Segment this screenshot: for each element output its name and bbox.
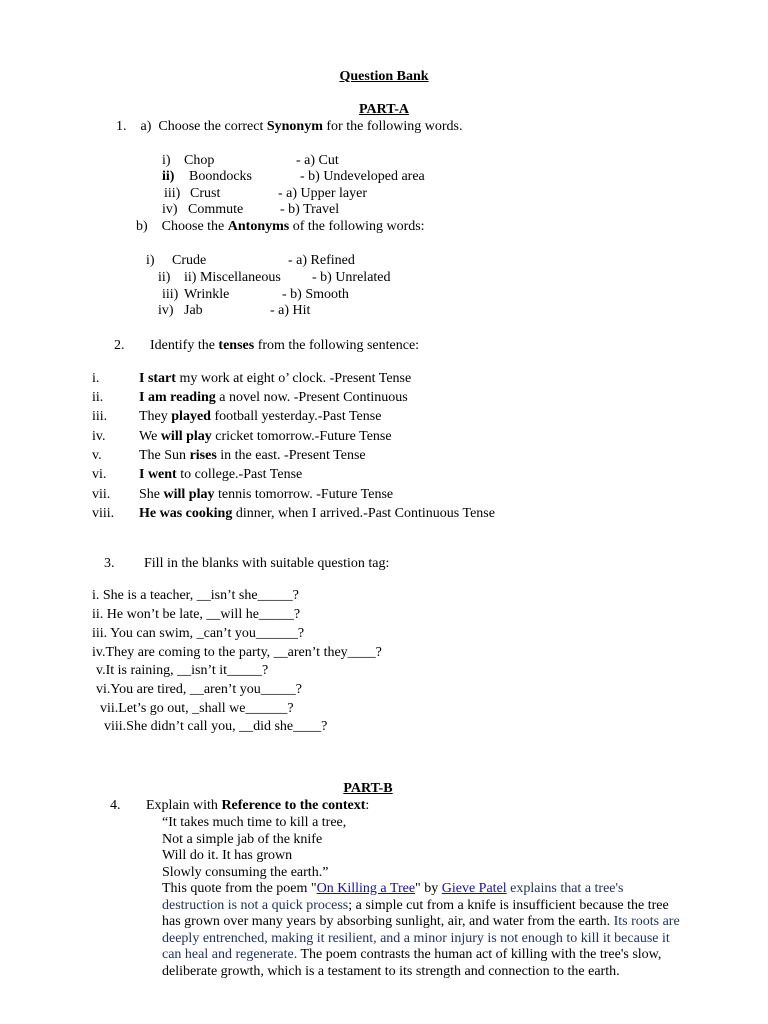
q4-text-bold: Reference to the context [221,798,366,813]
answer-paragraph [162,881,682,981]
tense-item-roman: vii. [92,487,111,502]
part-b-heading: PART-B [343,781,393,796]
question-tag-item-4: iv.They are coming to the party, __aren’t they____? [92,645,382,660]
tense-item-text [139,408,381,425]
synonym-item-4-answer: - b) Travel [280,202,340,217]
quote-line-1: “It takes much time to kill a tree, [162,815,347,830]
tense-item-text [139,505,495,522]
q1-a-label: a) [140,119,152,134]
q4-number: 4. [110,798,121,813]
q2-text [150,337,419,354]
document-title: Question Bank [339,69,429,84]
synonym-item-3-word: Crust [190,186,221,201]
author-link[interactable]: Gieve Patel [441,881,507,896]
q1-a-text-bold: Synonym [266,119,323,134]
antonym-item-1-roman: i) [146,253,155,268]
synonym-item-1-word: Chop [184,153,215,168]
antonym-item-4-answer: - a) Hit [270,303,311,318]
antonym-item-3-answer: - b) Smooth [282,287,349,302]
part-a-heading: PART-A [358,102,410,117]
quote-line-3: Will do it. It has grown [162,848,293,863]
q1-line [116,118,462,135]
tense-item-verb: I start [139,371,176,386]
tense-item-verb: played [171,409,211,424]
antonym-item-2-roman: ii) [158,270,171,285]
question-tag-item-7: vii.Let’s go out, _shall we______? [100,701,294,716]
poem-link[interactable]: On Killing a Tree [316,881,416,896]
q3-text: Fill in the blanks with suitable question tag: [144,556,390,571]
q4-text-post: : [365,798,370,813]
answer-pre: This quote from the poem " [162,881,317,896]
q3-number: 3. [104,556,115,571]
synonym-item-1-roman: i) [162,153,171,168]
question-tag-item-2: ii. He won’t be late, __will he_____? [92,607,301,622]
question-tag-item-8: viii.She didn’t call you, __did she____? [104,719,328,734]
q2-text-bold: tenses [218,338,255,353]
q1-b-line [136,218,425,235]
q1-a-text-post: for the following words. [322,119,463,134]
answer-text-1: ; a simple cut from a knife is insufficient because the tree has grown over many years by absorbing sunlight, air, and water from the earth. [162,897,669,930]
tense-item-text [139,389,408,406]
tense-item-rest: cricket tomorrow.-Future Tense [211,429,392,444]
question-tag-item-5: v.It is raining, __isn’t it_____? [96,663,269,678]
quote-line-2: Not a simple jab of the knife [162,832,323,847]
antonym-item-1-answer: - a) Refined [288,253,355,268]
tense-item-rest: dinner, when I arrived.-Past Continuous Tense [232,506,495,521]
synonym-item-2-word: Boondocks [189,169,252,184]
answer-mid: " by [415,881,442,896]
tense-item-pre: We [139,429,161,444]
tense-item-roman: vi. [92,467,107,482]
synonym-item-2-roman: ii) [162,169,175,184]
tense-item-text [139,486,393,503]
q2-number: 2. [114,338,125,353]
tense-item-roman: i. [92,371,100,386]
answer-highlight-1: explains that a tree's destruction is not a quick process [162,881,624,913]
quote-line-4: Slowly consuming the earth.” [162,865,329,880]
tense-item-roman: ii. [92,390,104,405]
antonym-item-4-roman: iv) [158,303,174,318]
tense-item-verb: I went [139,467,177,482]
antonym-item-3-word: Wrinkle [184,287,230,302]
synonym-item-3-answer: - a) Upper layer [278,186,368,201]
q1-b-text-post: of the following words: [289,219,425,234]
tense-item-rest: in the east. -Present Tense [216,448,366,463]
tense-item-rest: a novel now. -Present Continuous [215,390,408,405]
synonym-item-3-roman: iii) [164,186,181,201]
synonym-item-2-answer: - b) Undeveloped area [300,169,425,184]
tense-item-roman: iv. [92,429,106,444]
tense-item-pre: The Sun [139,448,190,463]
question-tag-item-1: i. She is a teacher, __isn’t she_____? [92,588,299,603]
q2-text-pre: Identify the [150,338,219,353]
q1-b-label: b) [136,219,148,234]
q1-b-text-bold: Antonyms [227,219,290,234]
synonym-item-1-answer: - a) Cut [296,153,339,168]
q4-text [146,797,369,814]
synonym-item-4-roman: iv) [162,202,178,217]
q1-a-text-pre: Choose the correct [158,119,267,134]
tense-item-text [139,370,411,387]
antonym-item-2-answer: - b) Unrelated [312,270,391,285]
tense-item-pre: She [139,487,164,502]
tense-item-roman: iii. [92,409,108,424]
tense-item-text [139,447,366,464]
answer-highlight-2: Its roots are deeply entrenched, making it resilient, and a minor injury is not enough to kill it because it can heal and regenerate. [162,914,680,963]
question-tag-item-6: vi.You are tired, __aren’t you_____? [96,682,302,697]
tense-item-text [139,428,392,445]
synonym-item-4-word: Commute [188,202,244,217]
tense-item-verb: He was cooking [139,506,233,521]
question-tag-item-3: iii. You can swim, _can’t you______? [92,626,305,641]
q1-b-text-pre: Choose the [161,219,228,234]
antonym-item-1-word: Crude [172,253,207,268]
tense-item-rest: to college.-Past Tense [176,467,303,482]
tense-item-rest: tennis tomorrow. -Future Tense [214,487,394,502]
tense-item-roman: v. [92,448,102,463]
tense-item-roman: viii. [92,506,115,521]
tense-item-verb: rises [189,448,217,463]
q1-number: 1. [116,119,127,134]
q2-text-post: from the following sentence: [254,338,420,353]
antonym-item-2-word: ii) Miscellaneous [184,270,281,285]
tense-item-verb: will play [163,487,215,502]
antonym-item-4-word: Jab [184,303,203,318]
q4-text-pre: Explain with [146,798,222,813]
answer-text-2: The poem contrasts the human act of killing with the tree's slow, deliberate growth, which is a testament to its strength and connection to the earth. [162,947,662,979]
tense-item-rest: football yesterday.-Past Tense [210,409,382,424]
tense-item-verb: I am reading [139,390,216,405]
tense-item-text [139,466,302,483]
tense-item-pre: They [139,409,172,424]
tense-item-verb: will play [160,429,212,444]
tense-item-rest: my work at eight o’ clock. -Present Tense [175,371,412,386]
antonym-item-3-roman: iii) [162,287,179,302]
